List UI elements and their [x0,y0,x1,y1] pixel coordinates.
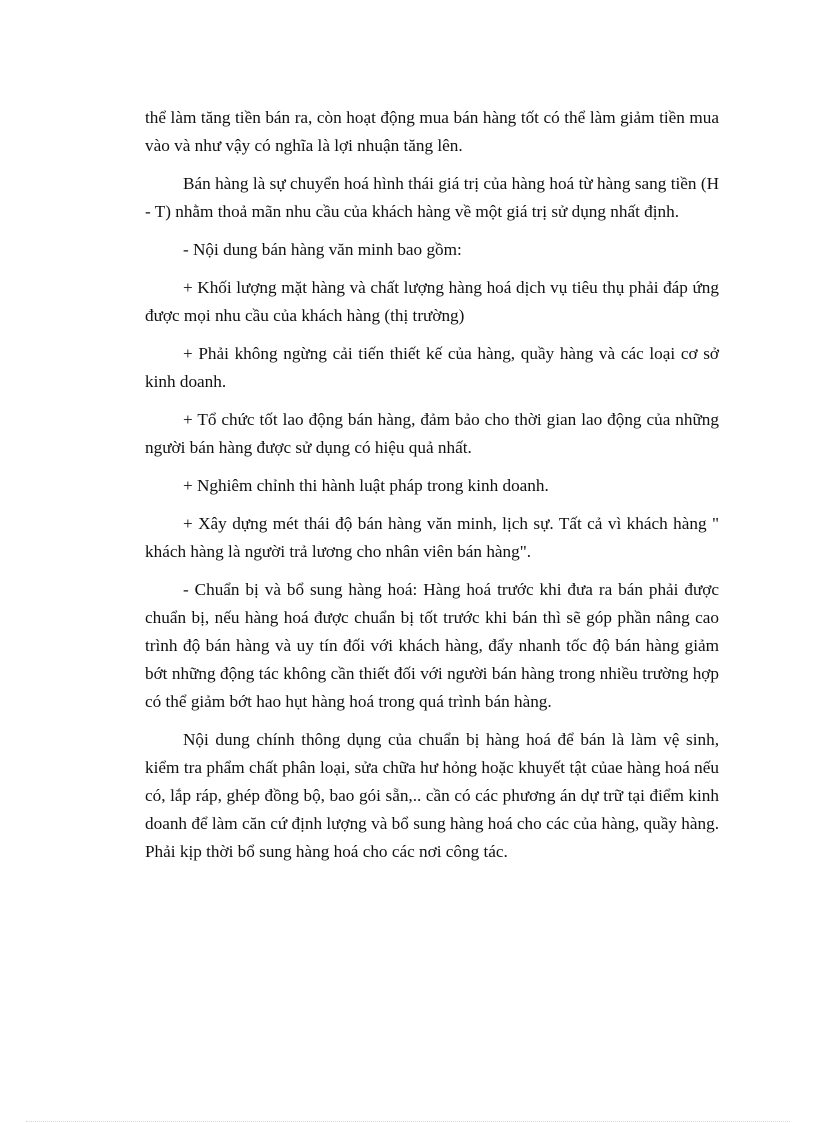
paragraph: + Khối lượng mặt hàng và chất lượng hàng hoá dịch vụ tiêu thụ phải đáp ứng được mọi nhu cầu của khách hàng (thị trường) [145,278,719,325]
paragraph: - Nội dung bán hàng văn minh bao gồm: [183,240,462,259]
paragraph: Nội dung chính thông dụng của chuẩn bị hàng hoá để bán là làm vệ sinh, kiểm tra phẩm chất phân loại, sửa chữa hư hỏng hoặc khuyết tật củae hàng hoá nếu có, lắp ráp, ghép đồng bộ, bao gói sẵn,.. cần có các phương án dự trữ tại điểm kinh doanh để làm căn cứ định lượng và bổ sung hàng hoá cho các của hàng, quầy hàng. Phải kịp thời bổ sung hàng hoá cho các nơi công tác. [145,730,719,861]
paragraph: + Phải không ngừng cải tiến thiết kế của hàng, quầy hàng và các loại cơ sở kinh doanh. [145,344,719,391]
paragraph: + Tổ chức tốt lao động bán hàng, đảm bảo cho thời gian lao động của những người bán hàng được sử dụng có hiệu quả nhất. [145,410,719,457]
paragraph: thể làm tăng tiền bán ra, còn hoạt động mua bán hàng tốt có thể làm giảm tiền mua vào và như vậy có nghĩa là lợi nhuận tăng lên. [145,108,719,155]
document-body [145,104,719,876]
paragraph: + Nghiêm chỉnh thi hành luật pháp trong kinh doanh. [183,476,549,495]
paragraph: + Xây dựng mét thái độ bán hàng văn minh, lịch sự. Tất cả vì khách hàng " khách hàng là người trả lương cho nhân viên bán hàng". [145,514,719,561]
paragraph: Bán hàng là sự chuyển hoá hình thái giá trị của hàng hoá từ hàng sang tiền (H - T) nhằm thoả mãn nhu cầu của khách hàng về một giá trị sử dụng nhất định. [145,174,719,221]
page-bottom-divider [26,1121,790,1122]
paragraph: - Chuẩn bị và bổ sung hàng hoá: Hàng hoá trước khi đưa ra bán phải được chuẩn bị, nếu hàng hoá được chuẩn bị tốt trước khi bán thì sẽ góp phần nâng cao trình độ bán hàng và uy tín đối với khách hàng, đẩy nhanh tốc độ bán hàng giảm bớt những động tác không cần thiết đối với người bán hàng trong nhiều trường hợp có thể giảm bớt hao hụt hàng hoá trong quá trình bán hàng. [145,580,719,711]
